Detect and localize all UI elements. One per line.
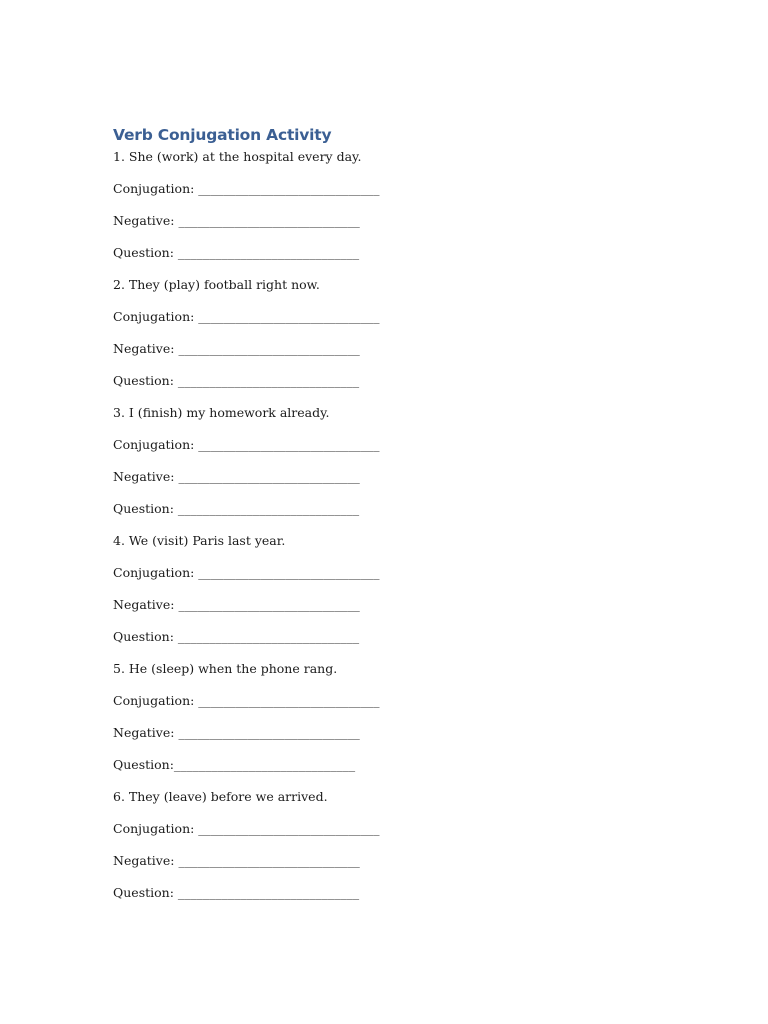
page-title: Verb Conjugation Activity [113,126,332,144]
question-answer-line: Question: _____________________________ [113,373,360,388]
exercise-prompt: 2. They (play) football right now. [113,277,320,292]
question-answer-line: Question: _____________________________ [113,501,360,516]
exercise-prompt: 3. I (finish) my homework already. [113,405,330,420]
question-answer-line: Question: _____________________________ [113,885,360,900]
exercise-item-4 [113,533,673,645]
conjugation-answer-line: Conjugation: _____________________________ [113,821,380,836]
exercise-item-2 [113,277,673,389]
negative-answer-line: Negative: _____________________________ [113,341,360,356]
exercise-prompt: 1. She (work) at the hospital every day. [113,149,362,164]
question-answer-line: Question:_____________________________ [113,757,356,772]
negative-answer-line: Negative: _____________________________ [113,597,360,612]
question-answer-line: Question: _____________________________ [113,629,360,644]
conjugation-answer-line: Conjugation: _____________________________ [113,693,380,708]
exercise-item-1 [113,149,673,261]
exercise-prompt: 6. They (leave) before we arrived. [113,789,328,804]
exercise-item-6 [113,789,673,901]
negative-answer-line: Negative: _____________________________ [113,853,360,868]
exercise-item-3 [113,405,673,517]
exercise-item-5 [113,661,673,773]
negative-answer-line: Negative: _____________________________ [113,725,360,740]
worksheet-page [113,124,673,901]
conjugation-answer-line: Conjugation: _____________________________ [113,437,380,452]
exercise-prompt: 5. He (sleep) when the phone rang. [113,661,338,676]
exercise-prompt: 4. We (visit) Paris last year. [113,533,286,548]
conjugation-answer-line: Conjugation: _____________________________ [113,181,380,196]
negative-answer-line: Negative: _____________________________ [113,469,360,484]
negative-answer-line: Negative: _____________________________ [113,213,360,228]
conjugation-answer-line: Conjugation: _____________________________ [113,309,380,324]
conjugation-answer-line: Conjugation: _____________________________ [113,565,380,580]
question-answer-line: Question: _____________________________ [113,245,360,260]
